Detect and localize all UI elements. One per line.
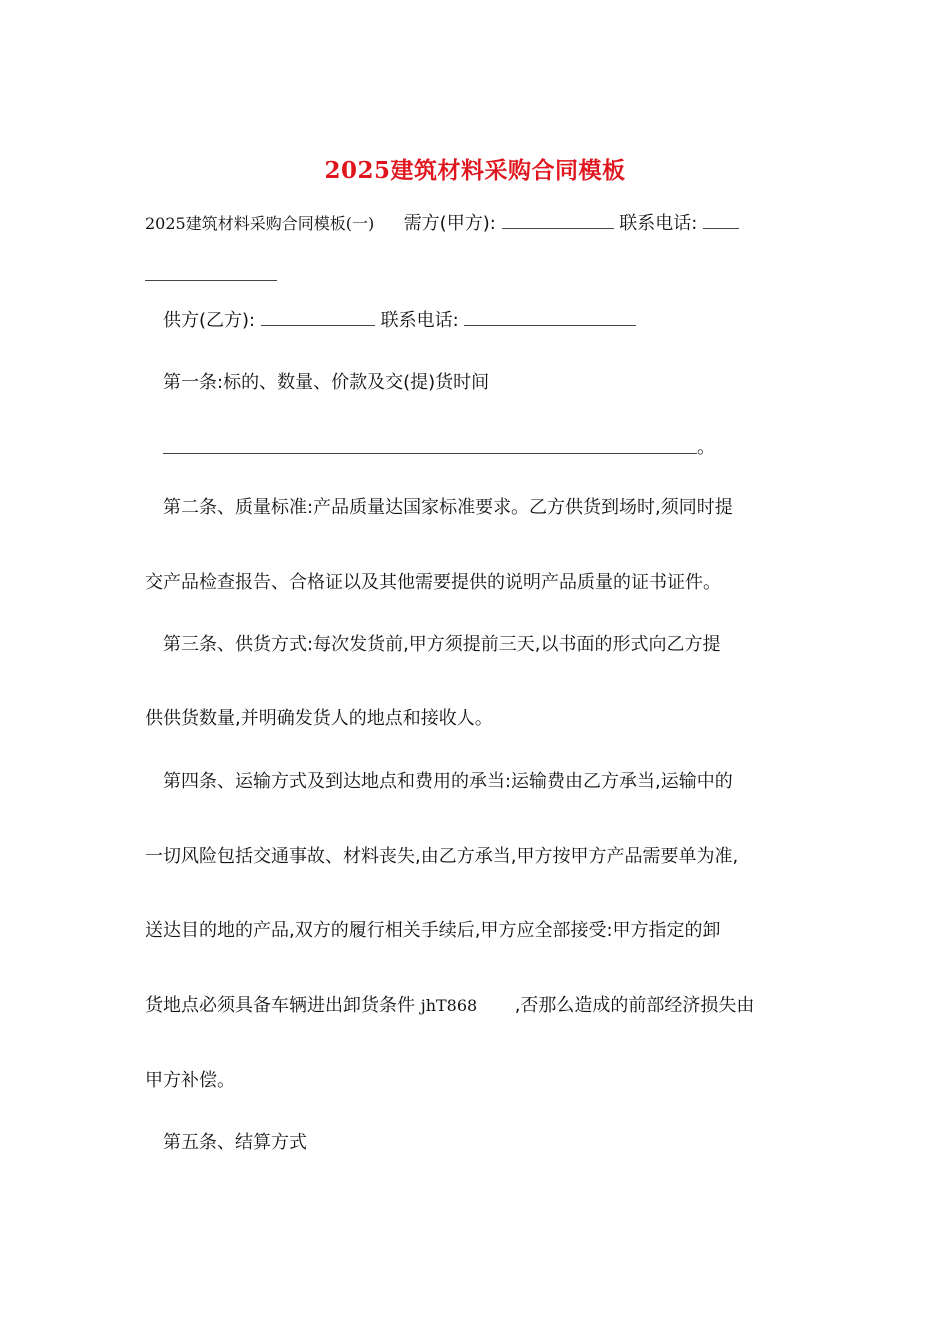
party-a-phone-blank-start <box>703 214 739 229</box>
party-b-line <box>163 309 636 333</box>
article-4-line-4 <box>145 994 754 1018</box>
party-a-phone-blank-end <box>145 280 277 281</box>
article-4-line-1: 第四条、运输方式及到达地点和费用的承当:运输费由乙方承当,运输中的 <box>163 771 733 792</box>
party-a-label: 需方(甲方): <box>403 213 496 234</box>
article-4-line-4-text: 货地点必须具备车辆进出卸货条件 <box>145 995 415 1016</box>
contract-header-line <box>145 212 739 236</box>
article-1-heading: 第一条:标的、数量、价款及交(提)货时间 <box>163 372 490 393</box>
article-3-line-2: 供供货数量,并明确发货人的地点和接收人。 <box>145 708 493 729</box>
party-b-blank <box>261 311 375 326</box>
party-b-phone-blank <box>464 311 636 326</box>
article-4-line-2: 一切风险包括交通事故、材料丧失,由乙方承当,甲方按甲方产品需要单为准, <box>145 846 739 867</box>
party-a-phone-label: 联系电话: <box>619 213 698 234</box>
article-3-line-1: 第三条、供货方式:每次发货前,甲方须提前三天,以书面的形式向乙方提 <box>163 634 721 655</box>
party-b-phone-label: 联系电话: <box>380 310 459 331</box>
article-5-heading: 第五条、结算方式 <box>163 1132 307 1153</box>
article-1-period: 。 <box>697 437 715 458</box>
party-b-label: 供方(乙方): <box>163 310 256 331</box>
article-2-line-1: 第二条、质量标准:产品质量达国家标准要求。乙方供货到场时,须同时提 <box>163 497 733 518</box>
party-a-blank <box>502 214 614 229</box>
contract-subtitle: 2025建筑材料采购合同模板(一) <box>145 214 375 233</box>
article-4-line-4-rest: ,否那么造成的前部经济损失由 <box>514 995 755 1016</box>
article-2-line-2: 交产品检查报告、合格证以及其他需要提供的说明产品质量的证书证件。 <box>145 572 721 593</box>
document-title: 2025建筑材料采购合同模板 <box>324 157 626 184</box>
article-4-line-3: 送达目的地的产品,双方的履行相关手续后,甲方应全部接受:甲方指定的卸 <box>145 920 721 941</box>
article-1-blank <box>163 453 697 454</box>
article-4-line-5: 甲方补偿。 <box>145 1070 235 1091</box>
article-4-code: jhT868 <box>420 996 478 1015</box>
